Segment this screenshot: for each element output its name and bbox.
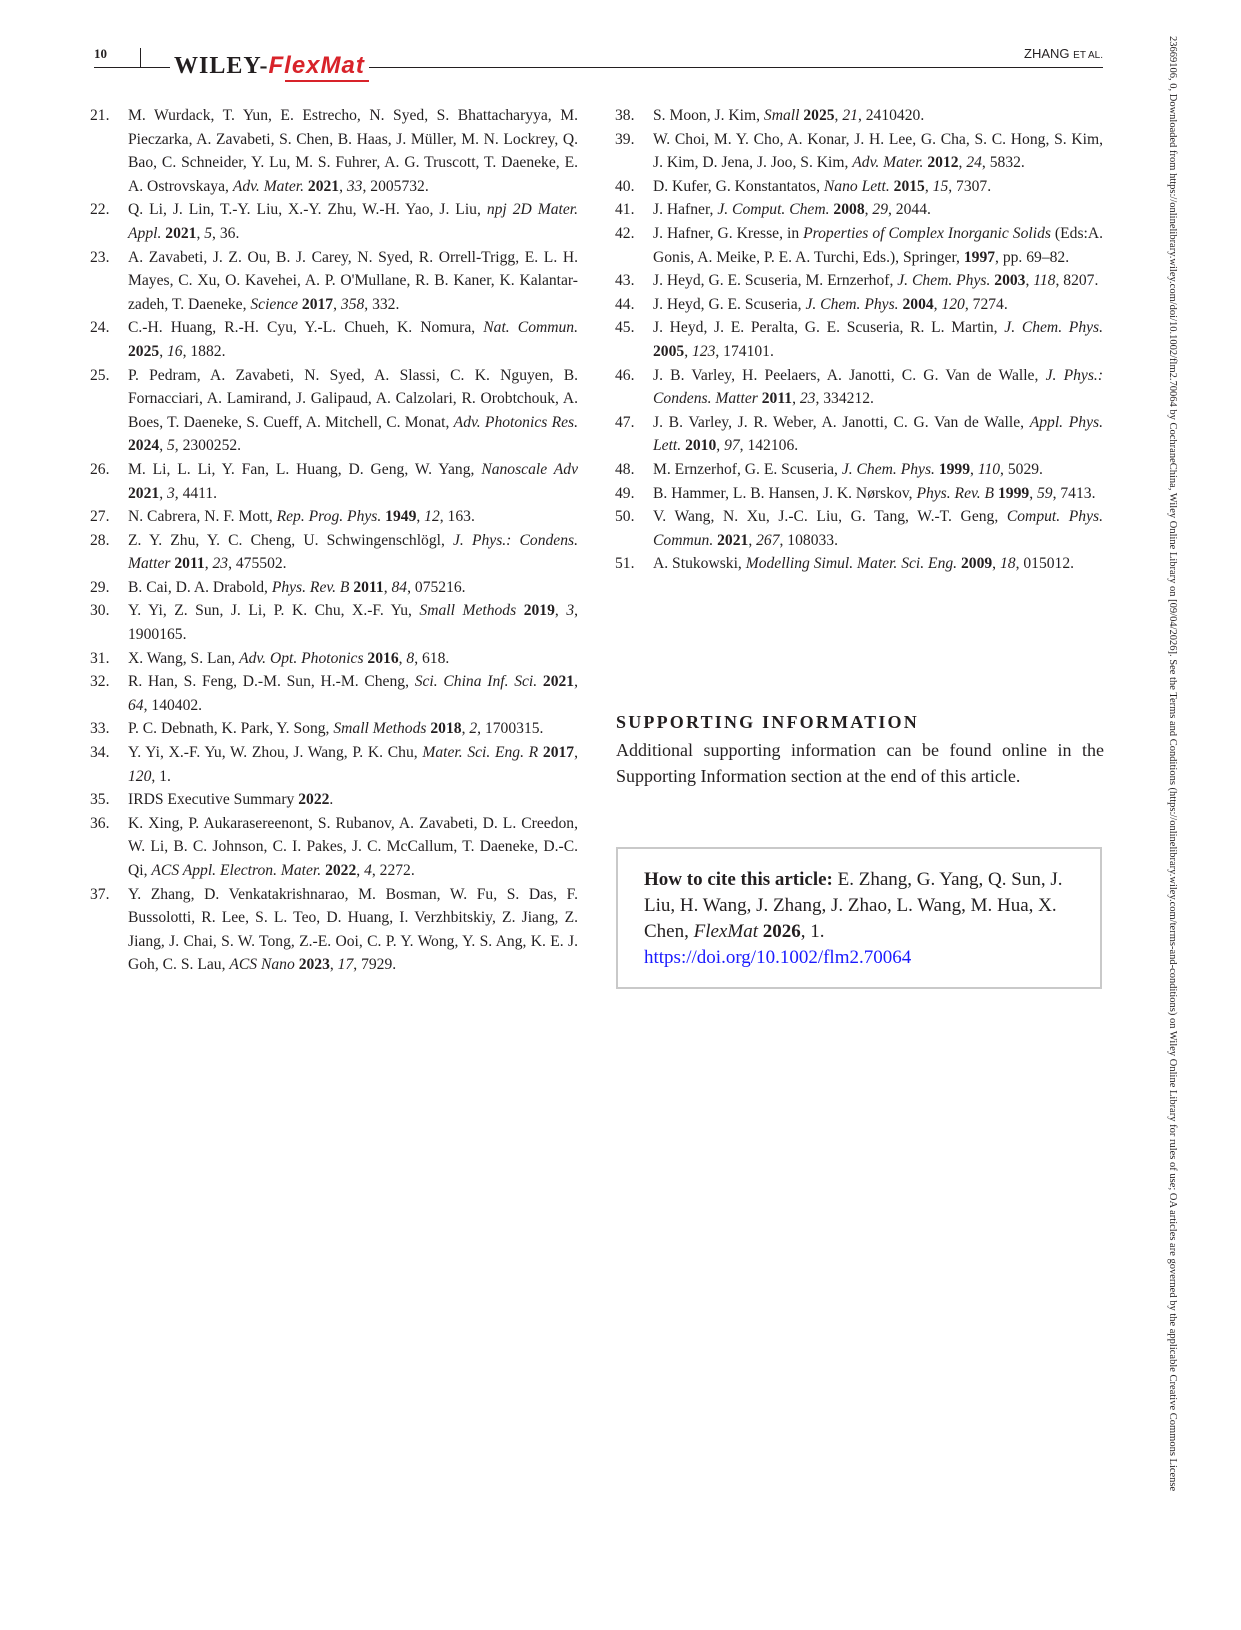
reference-segment: J. B. Varley, J. R. Weber, A. Janotti, C. G. Van de Walle, [653,413,1030,431]
reference-segment: 64 [128,696,144,714]
reference-segment: 3 [566,602,575,620]
reference-item [90,788,578,812]
reference-segment: 33 [346,177,363,195]
reference-segment: 1997 [963,248,996,266]
reference-segment: Adv. Mater. [232,177,304,195]
reference-segment: , 7274. [964,295,1008,313]
reference-item [615,552,1103,576]
reference-segment: IRDS Executive Summary [128,791,299,809]
reference-segment: 12 [424,508,440,526]
cite-journal: FlexMat [693,921,758,942]
reference-segment: P. Pedram, A. Zavabeti, N. Syed, A. Slassi, C. K. Nguyen, B. Fornacciari, A. Lamirand, J. Galipaud, A. Calzolari, R. Orobtchouk, A. Boes, T. Daeneke, S. Cueff, A. Mitchell, C. Monat, [128,366,578,431]
reference-segment: 2005 [653,342,685,360]
reference-segment: 23 [799,390,816,408]
reference-segment: , 1900165. [128,602,579,644]
reference-segment: 2008 [833,201,865,219]
reference-segment: Z. Y. Zhu, Y. C. Cheng, U. Schwingenschlögl, [128,531,454,549]
reference-segment: Y. Yi, X.-F. Yu, W. Zhou, J. Wang, P. K. Chu, [128,744,423,762]
reference-segment: 2011 [174,555,205,573]
reference-segment: , [748,531,757,549]
reference-number: 46. [615,366,635,384]
reference-item [90,599,578,646]
reference-text [128,104,578,198]
reference-segment: 118 [1033,272,1056,290]
reference-segment: , [958,154,967,172]
logo-wiley: WILEY- [174,53,269,79]
reference-segment: , 2272. [371,862,415,879]
reference-item [615,222,1103,269]
reference-text [653,364,1103,411]
reference-number: 33. [90,720,110,738]
reference-segment: 2022 [325,862,357,879]
reference-segment: 267 [756,531,780,549]
reference-item [90,104,578,198]
reference-segment: , [684,342,692,360]
reference-segment: Properties of Complex Inorganic Solids [803,224,1051,242]
reference-segment: , 140402. [143,696,203,714]
reference-segment: , 174101. [715,342,774,360]
reference-segment: J. Phys.: Condens. Matter [128,531,578,573]
reference-segment: Sci. China Inf. Sci. [414,673,538,691]
running-head [1020,46,1103,61]
how-to-cite-box [616,847,1102,989]
reference-text [653,505,1103,552]
reference-segment: C.-H. Huang, R.-H. Cyu, Y.-L. Chueh, K. Nomura, [128,319,484,337]
reference-item [90,246,578,317]
reference-segment: 15 [932,177,949,195]
reference-segment: , [159,484,167,502]
reference-segment: 120 [941,295,965,313]
reference-segment: , [159,437,167,455]
reference-number: 45. [615,319,635,337]
cite-year: 2026 [762,921,801,942]
reference-segment: , pp. 69–82. [995,248,1070,266]
reference-segment: , 618. [414,649,450,667]
reference-item [615,104,1103,128]
reference-segment: , [792,390,800,408]
reference-item [615,505,1103,552]
reference-segment: J. Chem. Phys. [805,295,899,313]
reference-number: 43. [615,272,635,290]
reference-segment: 23 [212,555,229,573]
reference-item [615,364,1103,411]
reference-number: 27. [90,508,110,526]
reference-segment: A. Stukowski, [653,555,746,573]
reference-segment: , [970,460,978,478]
reference-text [653,222,1103,269]
reference-segment: 2021 [165,224,197,242]
reference-number: 47. [615,413,635,431]
running-head-suffix: ET AL. [1073,50,1103,61]
reference-segment: 2003 [994,272,1026,290]
reference-item [615,411,1103,458]
reference-segment: B. Cai, D. A. Drabold, [128,578,272,596]
reference-segment: 17 [337,956,354,974]
reference-segment: Rep. Prog. Phys. [276,508,382,526]
reference-text [653,482,1103,506]
reference-segment: M. Ernzerhof, G. E. Scuseria, [653,460,842,478]
reference-segment: , 075216. [407,578,466,596]
reference-number: 51. [615,555,635,573]
reference-segment: , 7307. [948,177,992,195]
reference-segment: S. Moon, J. Kim, [653,107,764,124]
reference-text [653,552,1103,576]
reference-segment: 120 [128,767,152,785]
reference-segment: J. B. Varley, H. Peelaers, A. Janotti, C. G. Van de Walle, [653,366,1046,384]
reference-segment: 18 [999,555,1016,573]
reference-segment: 123 [691,342,716,360]
running-head-author: ZHANG [1024,46,1070,61]
reference-segment: D. Kufer, G. Konstantatos, [653,177,824,195]
reference-item [90,505,578,529]
reference-segment: J. Chem. Phys. [897,272,991,290]
reference-segment: 2022 [298,791,330,809]
reference-text [128,458,578,505]
reference-segment: 24 [966,154,982,172]
reference-segment: 2019 [523,602,555,620]
reference-segment: Science [250,295,298,313]
reference-item [90,670,578,717]
reference-item [615,198,1103,222]
reference-text [128,599,578,646]
reference-segment: J. Hafner, G. Kresse, in [653,224,804,242]
reference-segment: 16 [166,342,183,360]
cite-authors: E. Zhang, G. Yang, Q. Sun, J. Liu, H. Wang, J. Zhang, J. Zhao, L. Wang, M. Hua, X. Chen, [644,869,1063,942]
reference-segment: , 5029. [1000,460,1043,478]
reference-segment: , [333,295,341,313]
reference-segment: 1949 [385,508,417,526]
reference-number: 28. [90,531,110,549]
reference-segment: K. Xing, P. Aukarasereenont, S. Rubanov, A. Zavabeti, D. L. Creedon, W. Li, B. C. Johnson, C. I. Pakes, J. C. McCallum, T. Daeneke, D.-C. Qi, [128,814,578,879]
reference-number: 48. [615,460,635,478]
reference-segment: 2025 [128,342,160,360]
reference-segment: Nanoscale Adv [481,460,578,478]
reference-segment: P. C. Debnath, K. Park, Y. Song, [128,720,334,738]
reference-text [128,788,578,812]
reference-text [128,505,578,529]
reference-segment: Adv. Mater. [852,154,924,172]
reference-segment: , [339,177,347,195]
reference-number: 31. [90,649,110,667]
reference-segment: 2017 [542,744,575,762]
reference-segment: Adv. Photonics Res. [453,413,578,431]
reference-segment: 2017 [301,295,334,313]
reference-segment: 2021 [307,177,340,195]
reference-segment: , [933,295,942,313]
reference-segment: , [398,649,407,667]
reference-item [615,175,1103,199]
reference-segment: 1999 [998,484,1030,502]
reference-segment: 2021 [542,673,575,691]
logo-flexmat: FlexMat [268,52,365,79]
reference-segment: , [574,673,578,691]
reference-segment: , 5832. [981,154,1025,172]
reference-segment: Phys. Rev. B [916,484,995,502]
logo-underline [285,80,369,82]
reference-text [653,293,1103,317]
reference-segment: , 1. [151,767,171,785]
reference-item [90,576,578,600]
reference-segment: , 4411. [174,484,218,502]
reference-segment: , [992,555,1000,573]
page-number: 10 [94,46,107,61]
reference-text [653,198,1103,222]
reference-segment: J. Heyd, G. E. Scuseria, M. Ernzerhof, [653,272,898,290]
reference-item [90,364,578,458]
reference-segment: , [1029,484,1037,502]
references-left-column [90,104,578,977]
reference-segment: Modelling Simul. Mater. Sci. Eng. [745,555,958,573]
reference-segment: , [204,555,213,573]
reference-segment: 2023 [298,956,330,974]
reference-segment: 2 [469,720,478,738]
reference-text [128,364,578,458]
reference-segment: , [1025,272,1034,290]
cite-doi-link[interactable]: https://doi.org/10.1002/flm2.70064 [644,947,912,968]
reference-number: 30. [90,602,110,620]
reference-segment: , [716,437,725,455]
reference-segment: , 332. [364,295,400,313]
reference-text [653,316,1103,363]
supporting-info-body: Additional supporting information can be found online in the Supporting Information section at the end of this article. [616,740,1104,786]
reference-number: 21. [90,107,110,124]
reference-text [128,647,578,671]
reference-number: 38. [615,107,635,124]
reference-segment: 2021 [128,484,160,502]
reference-segment: Y. Zhang, D. Venkatakrishnarao, M. Bosman, W. Fu, S. Das, F. Bussolotti, R. Lee, S. L. Teo, D. Huang, I. Verzhbitskiy, Z. Jiang, Z. Jiang, J. Chai, S. W. Tong, Z.-E. Ooi, C. P. Y. Wong, Y. S. Ang, K. E. J. Goh, C. S. Lau, [128,885,578,974]
reference-text [128,198,578,245]
reference-segment: 5 [166,437,175,455]
reference-segment: 2004 [902,295,934,313]
download-notice: 23669106, 0, Downloaded from https://onlinelibrary.wiley.com/doi/10.1002/flm2.70064 by CochraneChina, Wiley Online Library on [09/04/2026]. See the Terms and Conditions (https://onlinelibrary.wiley.com/terms-and-conditions) on Wiley Online Library for rules of use; OA articles are governed by the applicable Creative Commons License [1167,36,1178,1492]
reference-segment: , 163. [439,508,475,526]
reference-segment: 21 [842,107,858,124]
reference-number: 22. [90,201,110,219]
reference-segment: , [159,342,167,360]
reference-number: 49. [615,484,635,502]
reference-text [653,411,1103,458]
reference-segment: , [356,862,365,879]
reference-segment: A. Zavabeti, J. Z. Ou, B. J. Carey, N. Syed, R. Orrell-Trigg, E. L. H. Mayes, C. Xu, O. Kavehei, A. P. O'Mullane, R. B. Kaner, K. Kalantar-zadeh, T. Daeneke, [128,248,578,313]
reference-segment: , 334212. [815,390,874,408]
reference-text [128,741,578,788]
reference-item [615,316,1103,363]
references-right-column [615,104,1103,576]
reference-segment: 2011 [353,578,384,596]
reference-segment: ACS Nano [229,956,295,974]
reference-number: 36. [90,814,110,832]
reference-item [90,647,578,671]
reference-segment: , [416,508,425,526]
reference-item [90,717,578,741]
reference-item [90,529,578,576]
reference-segment: Nano Lett. [823,177,890,195]
reference-segment: 2018 [430,720,462,738]
reference-segment: , [329,956,338,974]
reference-segment: , 2005732. [362,177,429,195]
reference-segment: , [461,720,470,738]
reference-segment: 4 [364,862,372,879]
reference-segment: , 1700315. [477,720,544,738]
reference-segment: 110 [977,460,1001,478]
reference-segment: M. Li, L. Li, Y. Fan, L. Huang, D. Geng, W. Yang, [128,460,482,478]
reference-number: 39. [615,130,635,148]
reference-segment: , 2410420. [857,107,925,124]
reference-text [653,175,1103,199]
reference-segment: 358 [340,295,365,313]
reference-segment: W. Choi, M. Y. Cho, A. Konar, J. H. Lee, G. Cha, S. C. Hong, S. Kim, J. Kim, D. Jena, J. Joo, S. Kim, [653,130,1103,172]
reference-segment: Mater. Sci. Eng. R [422,744,539,762]
reference-number: 50. [615,508,635,526]
reference-segment: X. Wang, S. Lan, [128,649,240,667]
reference-segment: , [554,602,567,620]
reference-segment: , [196,224,205,242]
reference-segment: 59 [1036,484,1053,502]
reference-segment: 2024 [128,437,160,455]
reference-segment: , [924,177,933,195]
reference-segment: , [864,201,873,219]
reference-segment: M. Wurdack, T. Yun, E. Estrecho, N. Syed, S. Bhattacharyya, M. Pieczarka, A. Zavabeti, S. Chen, B. Haas, J. Müller, M. N. Lockrey, Q. Bao, C. Schneider, Y. Lu, M. S. Fuhrer, A. G. Truscott, T. Daeneke, E. A. Ostrovskaya, [128,107,578,195]
reference-number: 32. [90,673,110,691]
reference-segment: , 108033. [779,531,838,549]
reference-number: 23. [90,248,110,266]
reference-segment: , 142106. [739,437,799,455]
reference-number: 44. [615,295,635,313]
reference-segment: Small [763,107,800,124]
reference-number: 29. [90,578,110,596]
reference-segment: , 015012. [1015,555,1075,573]
reference-number: 24. [90,319,110,337]
reference-segment: J. Chem. Phys. [841,460,935,478]
reference-item [615,482,1103,506]
reference-text [653,128,1103,175]
reference-segment: Small Methods [419,602,517,620]
reference-text [128,316,578,363]
reference-item [90,883,578,977]
reference-number: 26. [90,460,110,478]
reference-item [90,316,578,363]
reference-text [653,269,1103,293]
reference-number: 37. [90,885,110,903]
reference-segment: 2021 [717,531,749,549]
reference-text [128,812,578,883]
reference-segment: 2025 [803,107,835,124]
cite-label: How to cite this article: [644,869,833,890]
reference-text [128,883,578,977]
reference-text [128,576,578,600]
reference-segment: , 2044. [888,201,931,219]
reference-segment: Phys. Rev. B [271,578,350,596]
reference-segment: J. Comput. Chem. [717,201,830,219]
reference-segment: Y. Yi, Z. Sun, J. Li, P. K. Chu, X.-F. Yu, [128,602,420,620]
reference-item [90,458,578,505]
reference-segment: 84 [391,578,408,596]
reference-segment: Small Methods [333,720,427,738]
reference-segment: 2015 [893,177,925,195]
cite-rest: , 1. [800,921,825,942]
reference-number: 34. [90,744,110,762]
reference-segment: , [834,107,843,124]
reference-segment: J. Heyd, G. E. Scuseria, [653,295,806,313]
reference-segment: ACS Appl. Electron. Mater. [151,862,322,879]
reference-segment: npj 2D Mater. Appl. [128,201,578,242]
reference-segment: J. Phys.: Condens. Matter [653,366,1104,408]
reference-segment: , 36. [212,224,240,242]
reference-number: 41. [615,201,635,219]
reference-text [128,529,578,576]
reference-segment: Appl. Phys. Lett. [653,413,1103,455]
reference-number: 35. [90,791,110,809]
reference-segment: 3 [166,484,175,502]
supporting-info-heading: SUPPORTING INFORMATION [616,712,919,732]
reference-segment: B. Hammer, L. B. Hansen, J. K. Nørskov, [653,484,917,502]
reference-text [128,717,578,741]
reference-segment: , [574,744,578,762]
reference-segment: 2009 [960,555,993,573]
reference-segment: , 7413. [1052,484,1096,502]
reference-segment: (Eds:A. Gonis, A. Meike, P. E. A. Turchi, Eds.), Springer, [653,224,1104,266]
journal-logo [170,52,369,80]
reference-item [615,269,1103,293]
reference-segment: V. Wang, N. Xu, J.-C. Liu, G. Tang, W.-T. Geng, [653,508,1007,526]
reference-segment: , 1882. [182,342,226,360]
reference-segment: Comput. Phys. Commun. [653,508,1103,549]
reference-segment: , [383,578,392,596]
reference-segment: Nat. Commun. [483,319,579,337]
reference-segment: 8 [406,649,415,667]
reference-item [615,458,1103,482]
reference-segment: J. Heyd, J. E. Peralta, G. E. Scuseria, R. L. Martin, [653,319,1005,337]
reference-segment: 2010 [685,437,717,455]
reference-segment: , 8207. [1055,272,1099,290]
reference-segment: Adv. Opt. Photonics [239,649,364,667]
reference-number: 40. [615,177,635,195]
reference-segment: J. Hafner, [653,201,718,219]
reference-item [90,741,578,788]
reference-segment: , 475502. [228,555,287,573]
reference-segment: 5 [204,224,213,242]
reference-item [615,128,1103,175]
reference-segment: N. Cabrera, N. F. Mott, [128,508,277,526]
reference-item [90,198,578,245]
reference-segment: 2011 [761,390,793,408]
reference-number: 25. [90,366,110,384]
reference-segment [516,602,524,619]
reference-number: 42. [615,224,635,242]
reference-text [653,458,1103,482]
reference-segment: , 2300252. [174,437,242,455]
reference-segment: R. Han, S. Feng, D.-M. Sun, H.-M. Cheng, [128,673,415,691]
reference-segment: J. Chem. Phys. [1004,319,1104,337]
reference-text [128,670,578,717]
reference-text [653,104,1103,128]
reference-segment: . [329,791,334,809]
reference-item [90,812,578,883]
reference-segment: 97 [724,437,740,455]
reference-segment: 1999 [938,460,971,478]
header-divider [140,48,141,68]
reference-segment: , 7929. [353,956,397,974]
reference-segment: 29 [872,201,888,219]
reference-segment: 2012 [927,154,959,172]
reference-text [128,246,578,317]
reference-item [615,293,1103,317]
reference-segment: 2016 [367,649,399,667]
reference-segment: Q. Li, J. Lin, T.-Y. Liu, X.-Y. Zhu, W.-H. Yao, J. Liu, [128,201,487,219]
